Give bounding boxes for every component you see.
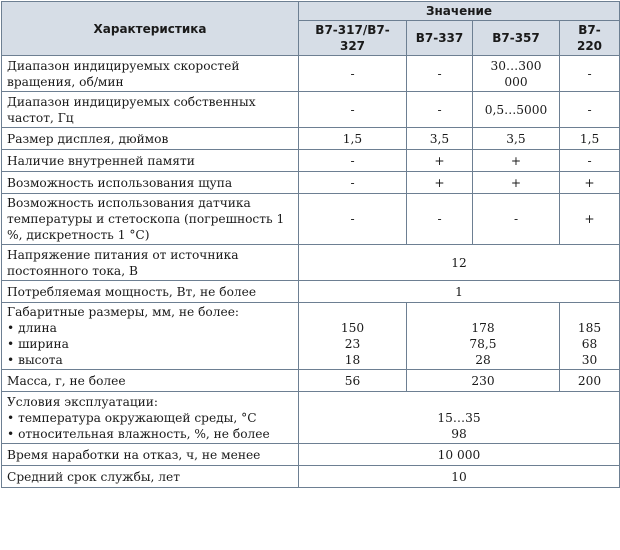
table-row-mass <box>2 370 620 392</box>
cell-value: 15…35 <box>437 410 481 425</box>
row-label: Диапазон индицируемых собственных частот, Гц <box>2 92 299 128</box>
dimensions-item-length: • длина <box>7 320 292 336</box>
dimensions-col4 <box>560 303 620 370</box>
cell-value: 56 <box>299 370 407 392</box>
cell-value: - <box>299 194 407 245</box>
cell-value: 10 <box>299 466 620 488</box>
table-row <box>2 92 620 128</box>
cell-value: - <box>299 150 407 172</box>
cell-value: 23 <box>344 337 361 351</box>
conditions-item-humidity: • относительная влажность, %, не более <box>7 426 292 442</box>
dimensions-title: Габаритные размеры, мм, не более: <box>7 305 240 319</box>
cell-value: 10 000 <box>299 444 620 466</box>
cell-value: + <box>473 150 560 172</box>
cell-value: 200 <box>560 370 620 392</box>
table-row <box>2 194 620 245</box>
cell-value: - <box>407 194 473 245</box>
row-label: Размер дисплея, дюймов <box>2 128 299 150</box>
cell-value: - <box>473 194 560 245</box>
cell-value: 68 <box>581 337 598 351</box>
cell-value: 185 <box>577 321 602 335</box>
cell-value: - <box>299 92 407 128</box>
dimensions-col23 <box>407 303 560 370</box>
cell-value: 18 <box>344 353 361 367</box>
cell-value: 1,5 <box>299 128 407 150</box>
cell-value: - <box>560 92 620 128</box>
cell-value: 98 <box>451 426 467 441</box>
dimensions-item-width: • ширина <box>7 336 292 352</box>
table-row-conditions <box>2 392 620 444</box>
conditions-values <box>299 392 620 444</box>
row-label: Возможность использования датчика температуры и стетоскопа (погрешность 1 %, дискретность 1 °С) <box>2 194 299 245</box>
dimensions-item-height: • высота <box>7 352 292 368</box>
cell-value: 0,5…5000 <box>473 92 560 128</box>
header-model-3: В7-357 <box>473 21 560 56</box>
conditions-label <box>2 392 299 444</box>
table-row-dimensions <box>2 303 620 370</box>
row-label: Потребляемая мощность, Вт, не более <box>2 281 299 303</box>
row-label: Время наработки на отказ, ч, не менее <box>2 444 299 466</box>
row-label: Наличие внутренней памяти <box>2 150 299 172</box>
cell-value: 230 <box>407 370 560 392</box>
cell-value: 30 <box>581 353 598 367</box>
cell-value: - <box>407 56 473 92</box>
table-row <box>2 281 620 303</box>
cell-value: 178 <box>471 321 495 335</box>
cell-value: 78,5 <box>469 337 497 351</box>
cell-value: + <box>407 150 473 172</box>
cell-value: - <box>299 172 407 194</box>
cell-value: 1 <box>299 281 620 303</box>
dimensions-col1 <box>299 303 407 370</box>
cell-value: - <box>299 56 407 92</box>
cell-value: 28 <box>475 353 491 367</box>
row-label: Возможность использования щупа <box>2 172 299 194</box>
table-row <box>2 150 620 172</box>
cell-value: + <box>560 194 620 245</box>
header-model-2: В7-337 <box>407 21 473 56</box>
cell-value: 12 <box>299 245 620 281</box>
table-row <box>2 56 620 92</box>
header-value: Значение <box>299 2 620 21</box>
table-row <box>2 172 620 194</box>
cell-value: + <box>560 172 620 194</box>
cell-value: 3,5 <box>473 128 560 150</box>
row-label: Средний срок службы, лет <box>2 466 299 488</box>
cell-value: - <box>560 150 620 172</box>
table-row <box>2 128 620 150</box>
cell-value: - <box>560 56 620 92</box>
cell-value: + <box>407 172 473 194</box>
conditions-title: Условия эксплуатации: <box>7 394 159 409</box>
cell-value: 150 <box>340 321 365 335</box>
table-row <box>2 245 620 281</box>
cell-value: + <box>473 172 560 194</box>
cell-value: 1,5 <box>560 128 620 150</box>
cell-value: 30…300 000 <box>473 56 560 92</box>
cell-value: 3,5 <box>407 128 473 150</box>
specifications-table <box>1 1 620 488</box>
conditions-item-temperature: • температура окружающей среды, °С <box>7 410 292 426</box>
cell-value: - <box>407 92 473 128</box>
table-row-lifetime <box>2 466 620 488</box>
row-label: Напряжение питания от источника постоянного тока, В <box>2 245 299 281</box>
row-label: Диапазон индицируемых скоростей вращения, об/мин <box>2 56 299 92</box>
header-characteristic: Характеристика <box>2 2 299 56</box>
row-label: Масса, г, не более <box>2 370 299 392</box>
header-model-4: В7-220 <box>560 21 620 56</box>
header-model-1: В7-317/В7-327 <box>299 21 407 56</box>
dimensions-label <box>2 303 299 370</box>
table-row-mtbf <box>2 444 620 466</box>
